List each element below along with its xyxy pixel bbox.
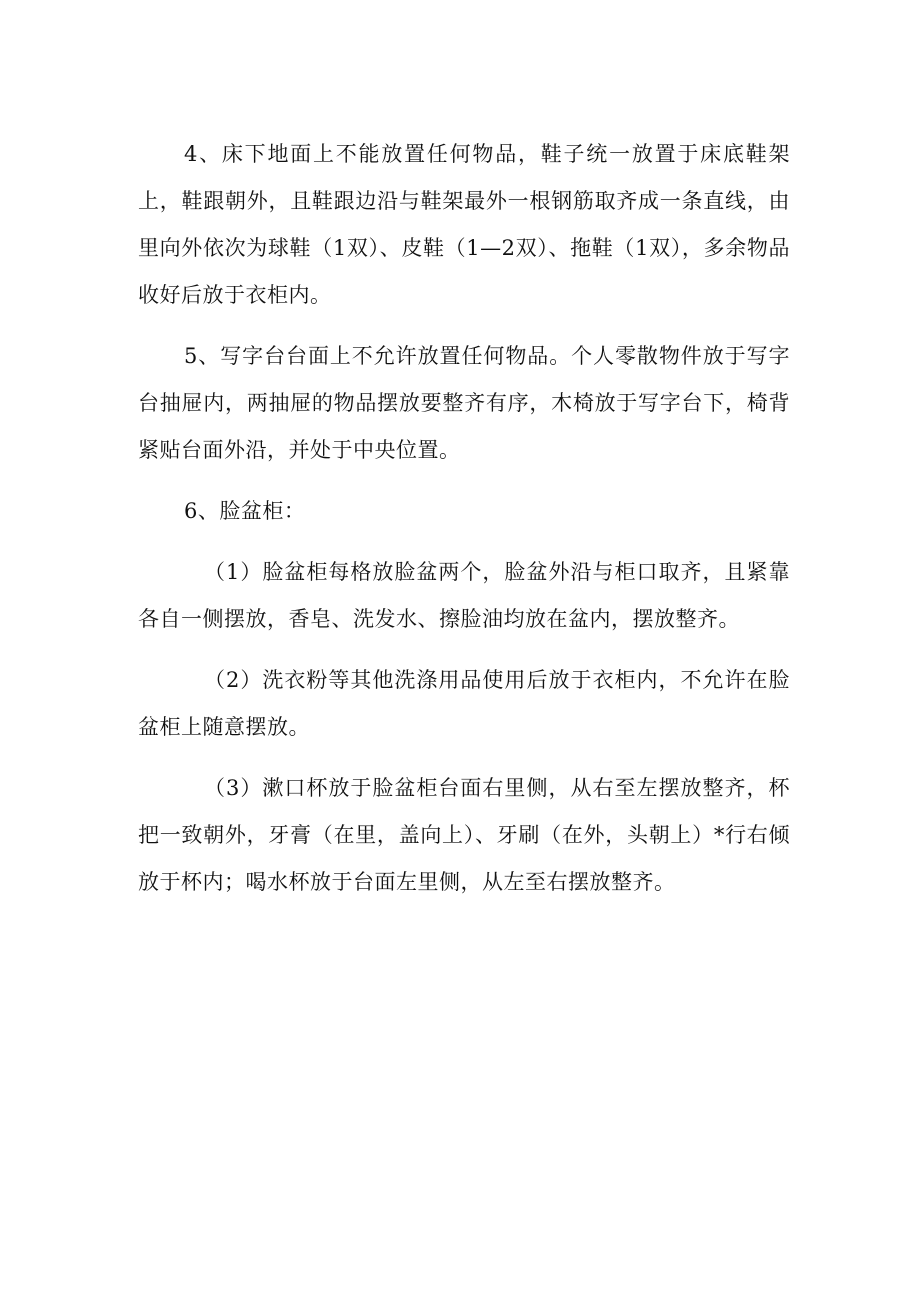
paragraph-item-6-2: （2）洗衣粉等其他洗涤用品使用后放于衣柜内，不允许在脸盆柜上随意摆放。	[138, 668, 790, 739]
paragraph-item-5: 5、写字台台面上不允许放置任何物品。个人零散物件放于写字台抽屉内，两抽屉的物品摆放要整齐有序，木椅放于写字台下，椅背紧贴台面外沿，并处于中央位置。	[138, 344, 790, 462]
paragraph-item-6-1: （1）脸盆柜每格放脸盆两个，脸盆外沿与柜口取齐，且紧靠各自一侧摆放，香皂、洗发水、擦脸油均放在盆内，摆放整齐。	[138, 560, 790, 631]
paragraph-item-6-3: （3）漱口杯放于脸盆柜台面右里侧，从右至左摆放整齐，杯把一致朝外，牙膏（在里，盖向上）、牙刷（在外，头朝上）*行右倾放于杯内；喝水杯放于台面左里侧，从左至右摆放整齐。	[138, 776, 790, 894]
paragraph-item-4: 4、床下地面上不能放置任何物品，鞋子统一放置于床底鞋架上，鞋跟朝外，且鞋跟边沿与鞋架最外一根钢筋取齐成一条直线，由里向外依次为球鞋（1双）、皮鞋（1—2双）、拖鞋（1双），多余物品收好后放于衣柜内。	[138, 142, 790, 307]
document-body	[138, 131, 790, 920]
paragraph-item-6-heading: 6、脸盆柜：	[184, 499, 306, 523]
